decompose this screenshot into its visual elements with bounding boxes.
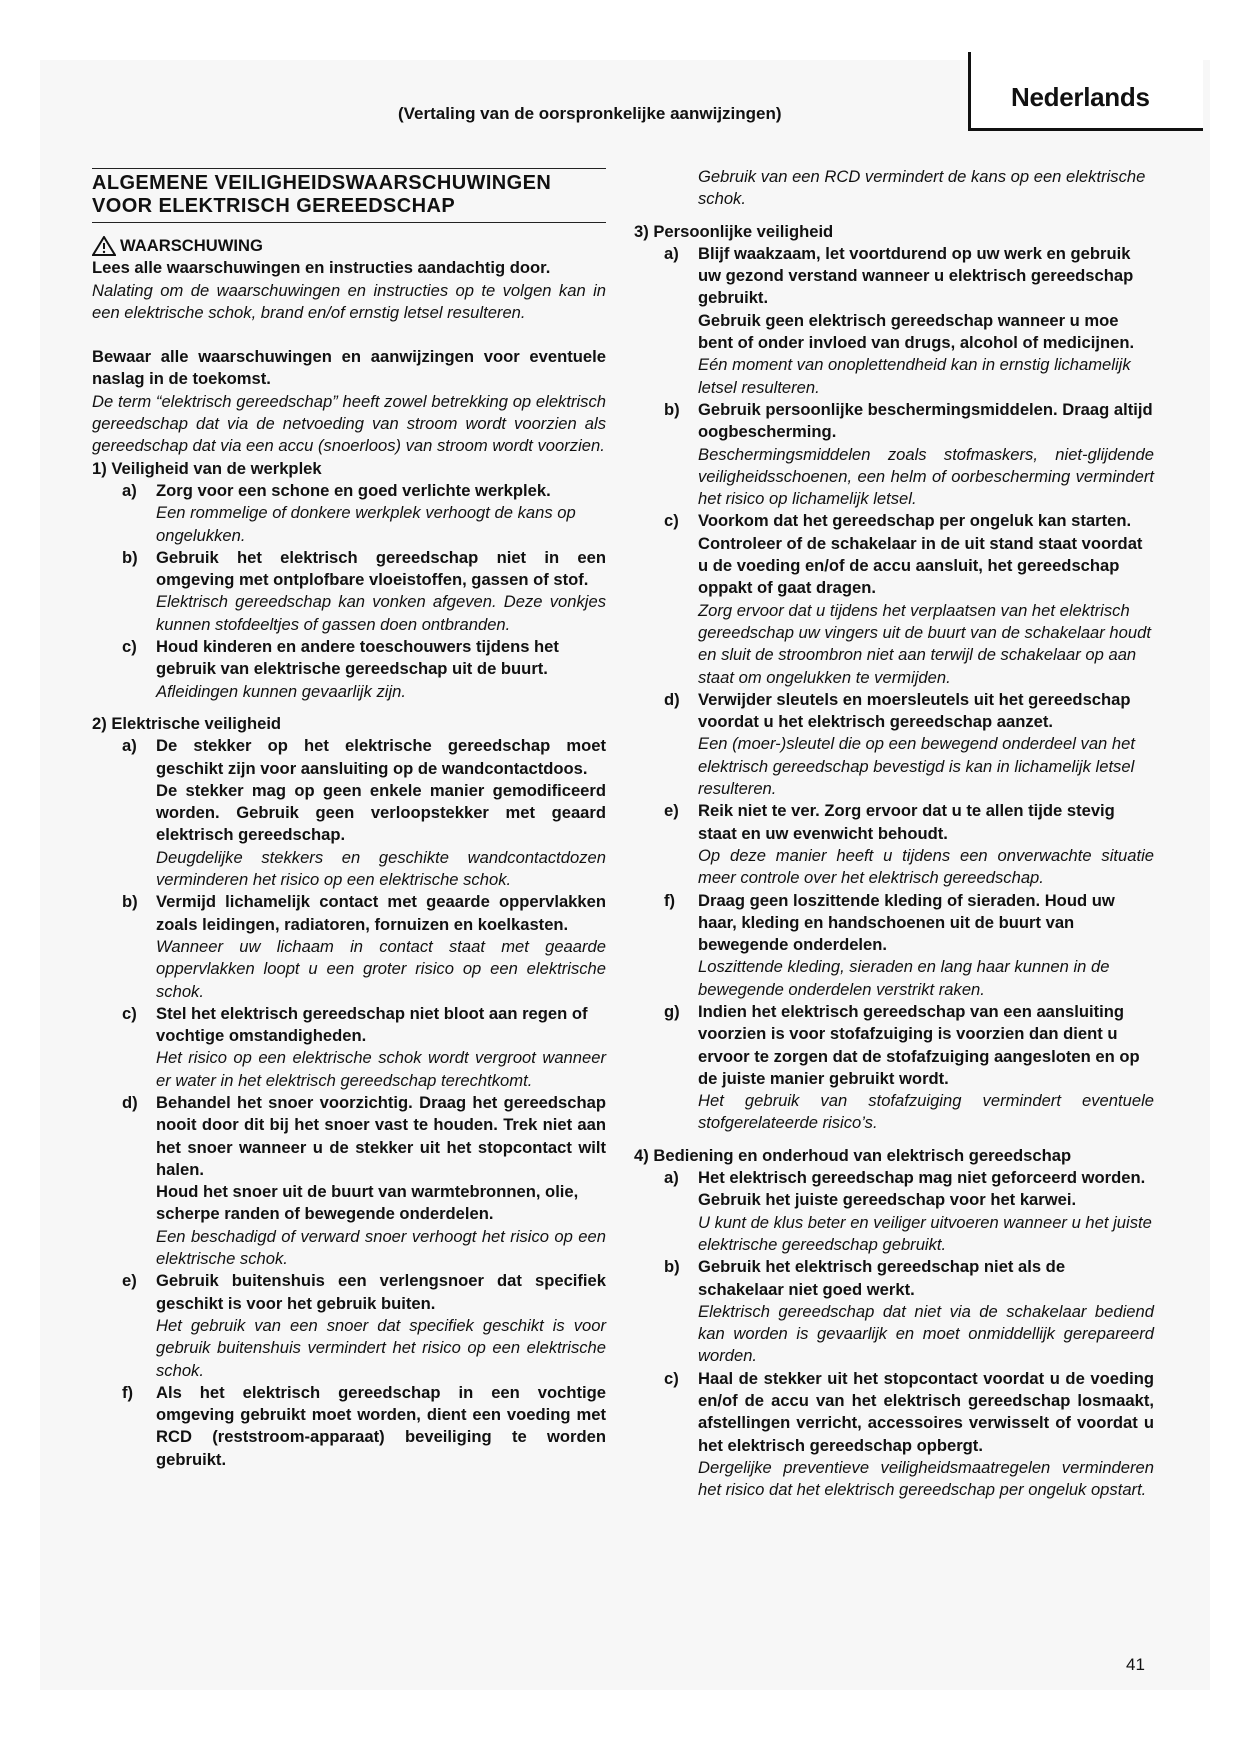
item-bold-2: De stekker mag op geen enkele manier gemodificeerd worden. Gebruik geen verloopstekker met geaard elektrisch gereedschap. [156,780,606,845]
item-bold: Verwijder sleutels en moersleutels uit het gereedschap voordat u het elektrisch gereedschap aanzet. [698,689,1131,732]
section-2-heading: 2) Elektrische veiligheid [92,713,282,733]
item-label: c) [664,511,679,531]
list-item [634,510,1154,688]
list-item [92,735,606,891]
item-bold: Blijf waakzaam, let voortdurend op uw werk en gebruik uw gezond verstand wanneer u elektrisch gereedschap gebruikt. [698,243,1134,308]
warning-label: WAARSCHUWING [120,236,263,255]
keep-italic-text: De term “elektrisch gereedschap” heeft zowel betrekking op elektrisch gereedschap dat via de netvoeding van stroom wordt voorzien als gereedschap dat via een accu (snoerloos) van stroom wordt voorzien. [92,391,606,456]
item-italic: Elektrisch gereedschap kan vonken afgeven. Deze vonkjes kunnen stofdeeltjes of gassen doen ontbranden. [156,592,606,634]
list-item [92,480,606,547]
item-italic: Het risico op een elektrische schok wordt vergroot wanneer er water in het elektrisch gereedschap terechtkomt. [156,1048,606,1090]
item-label: a) [664,1168,679,1188]
list-item [634,689,1154,800]
item-bold: Stel het elektrisch gereedschap niet bloot aan regen of vochtige omstandigheden. [156,1003,588,1046]
item-bold-2: Gebruik geen elektrisch gereedschap wanneer u moe bent of onder invloed van drugs, alcohol of medicijnen. [698,310,1135,353]
list-item [634,1368,1154,1502]
list-item [92,1270,606,1381]
title-line-1: ALGEMENE VEILIGHEIDSWAARSCHUWINGEN [92,172,552,194]
page-number: 41 [1126,1655,1145,1674]
item-italic: Wanneer uw lichaam in contact staat met geaarde oppervlakken loopt u een groter risico op een elektrische schok. [156,936,606,1001]
item-bold: Zorg voor een schone en goed verlichte werkplek. [156,480,551,500]
item-italic: Loszittende kleding, sieraden en lang haar kunnen in de bewegende onderdelen verstrikt raken. [698,957,1110,999]
item-italic: Een (moer-)sleutel die op een bewegend onderdeel van het elektrisch gereedschap bevestigd is kan in lichamelijk letsel resulteren. [698,734,1135,799]
item-label: c) [122,1003,137,1023]
keep-bold-text: Bewaar alle waarschuwingen en aanwijzingen voor eventuele naslag in de toekomst. [92,347,606,389]
list-item [634,1167,1154,1256]
translation-subtitle: (Vertaling van de oorspronkelijke aanwijzingen) [398,104,782,123]
warning-bold-text: Lees alle waarschuwingen en instructies aandachtig door. [92,258,551,278]
list-item [92,547,606,636]
item-label: b) [122,547,138,567]
item-bold: Houd kinderen en andere toeschouwers tijdens het gebruik van elektrische gereedschap uit de buurt. [156,637,559,679]
item-label: a) [122,736,137,756]
item-bold: De stekker op het elektrische gereedschap moet geschikt zijn voor aansluiting op de wandcontactdoos. [156,736,606,778]
item-italic: Het gebruik van een snoer dat specifiek geschikt is voor gebruik buitenshuis vermindert het risico op een elektrische schok. [156,1315,606,1380]
item-label: e) [122,1271,137,1291]
language-tab [968,52,1203,131]
section-1-heading: 1) Veiligheid van de werkplek [92,458,322,478]
item-bold: Voorkom dat het gereedschap per ongeluk kan starten. Controleer of de schakelaar in de uit stand staat voordat u de voeding en/of de accu aansluit, het gereedschap oppakt of gaat dragen. [698,511,1143,598]
right-column [634,166,1154,1502]
item-italic: Elektrisch gereedschap dat niet via de schakelaar bediend kan worden is gevaarlijk en moet onmiddellijk gerepareerd worden. [698,1301,1154,1366]
item-label: e) [664,801,679,821]
list-item [92,636,606,703]
item-italic: Een rommelige of donkere werkplek verhoogt de kans op ongelukken. [156,503,576,545]
section-title [92,168,606,223]
item-bold: Indien het elektrisch gereedschap van een aansluiting voorzien is voor stofafzuiging is voorzien dan dient u ervoor te zorgen dat de stofafzuiging aangesloten en op de juiste manier gebruikt wordt. [698,1001,1140,1088]
item-bold: Gebruik buitenshuis een verlengsnoer dat specifiek geschikt is voor het gebruik buiten. [156,1271,606,1313]
section-4-heading: 4) Bediening en onderhoud van elektrisch gereedschap [634,1145,1072,1165]
item-bold: Gebruik het elektrisch gereedschap niet als de schakelaar niet goed werkt. [698,1257,1066,1299]
item-bold-2: Houd het snoer uit de buurt van warmtebronnen, olie, scherpe randen of bewegende onderdelen. [156,1182,579,1224]
item-bold: Gebruik persoonlijke beschermingsmiddelen. Draag altijd oogbescherming. [698,399,1153,442]
list-item [634,800,1154,889]
item-label: g) [664,1001,680,1021]
language-label: Nederlands [1011,82,1150,112]
warning-italic-text: Nalating om de waarschuwingen en instructies op te volgen kan in een elektrische schok, brand en/of ernstig letsel resulteren. [92,280,606,322]
list-item [92,1382,606,1471]
item-label: c) [664,1368,679,1388]
list-item [92,1092,606,1270]
item-italic: Zorg ervoor dat u tijdens het verplaatsen van het elektrisch gereedschap uw vingers uit de buurt van de schakelaar houdt en sluit de stroombron niet aan terwijl de schakelaar op aan staat om ongelukken te vermijden. [698,600,1151,687]
item-label: f) [122,1382,134,1402]
item-italic: Dergelijke preventieve veiligheidsmaatregelen verminderen het risico dat het elektrisch gereedschap per ongeluk opstart. [698,1457,1154,1500]
section-3-heading: 3) Persoonlijke veiligheid [634,221,834,241]
item-italic: U kunt de klus beter en veiliger uitvoeren wanneer u het juiste elektrische gereedschap gebruikt. [698,1212,1152,1254]
list-item [634,890,1154,1001]
item-italic: Het gebruik van stofafzuiging vermindert eventuele stofgerelateerde risico’s. [698,1091,1154,1133]
item-italic: Afleidingen kunnen gevaarlijk zijn. [156,681,406,701]
item-label: f) [664,890,676,910]
warning-triangle-icon [92,236,116,256]
item-bold: Het elektrisch gereedschap mag niet geforceerd worden. Gebruik het juiste gereedschap voor het karwei. [698,1168,1146,1210]
item-italic: Een beschadigd of verward snoer verhoogt het risico op een elektrische schok. [156,1226,606,1269]
item-italic: Beschermingsmiddelen zoals stofmaskers, niet-glijdende veiligheidsschoenen, een helm of oorbescherming vermindert het risico op lichamelijk letsel. [698,444,1154,509]
item-italic: Deugdelijke stekkers en geschikte wandcontactdozen verminderen het risico op een elektrische schok. [156,847,606,890]
item-label: c) [122,637,137,657]
list-item [634,1001,1154,1135]
item-label: b) [664,399,680,419]
list-item [634,243,1154,399]
item-bold: Haal de stekker uit het stopcontact voordat u de voeding en/of de accu van het elektrisch gereedschap losmaakt, afstellingen verricht, accessoires verwisselt of voordat u het elektrisch gereedschap opbergt. [698,1368,1154,1455]
item-label: d) [122,1092,138,1112]
left-column [92,168,606,1471]
list-item [92,1003,606,1092]
item-label: b) [122,892,138,912]
rcd-continuation: Gebruik van een RCD vermindert de kans op een elektrische schok. [698,167,1146,209]
list-item [92,891,606,1002]
item-label: d) [664,689,680,709]
item-italic: Eén moment van onoplettendheid kan in ernstig lichamelijk letsel resulteren. [698,355,1131,397]
item-label: b) [664,1257,680,1277]
list-item [634,399,1154,510]
item-label: a) [664,243,679,263]
list-item [634,1256,1154,1367]
warning-heading [92,235,606,257]
item-bold: Gebruik het elektrisch gereedschap niet in een omgeving met ontplofbare vloeistoffen, gassen of stof. [156,547,606,590]
title-line-2: VOOR ELEKTRISCH GEREEDSCHAP [92,195,456,217]
item-italic: Op deze manier heeft u tijdens een onverwachte situatie meer controle over het elektrisch gereedschap. [698,845,1154,888]
item-bold: Vermijd lichamelijk contact met geaarde oppervlakken zoals leidingen, radiatoren, fornuizen en koelkasten. [156,892,606,934]
item-bold: Als het elektrisch gereedschap in een vochtige omgeving gebruikt moet worden, dient een voeding met RCD (reststroom-apparaat) beveiliging te worden gebruikt. [156,1382,606,1469]
item-bold: Reik niet te ver. Zorg ervoor dat u te allen tijde stevig staat en uw evenwicht behoudt. [698,801,1115,843]
item-bold: Draag geen loszittende kleding of sieraden. Houd uw haar, kleding en handschoenen uit de buurt van bewegende onderdelen. [698,890,1115,955]
item-label: a) [122,480,137,500]
item-bold: Behandel het snoer voorzichtig. Draag het gereedschap nooit door dit bij het snoer vast te houden. Trek niet aan het snoer wanneer u de stekker uit het stopcontact wilt halen. [156,1092,606,1179]
